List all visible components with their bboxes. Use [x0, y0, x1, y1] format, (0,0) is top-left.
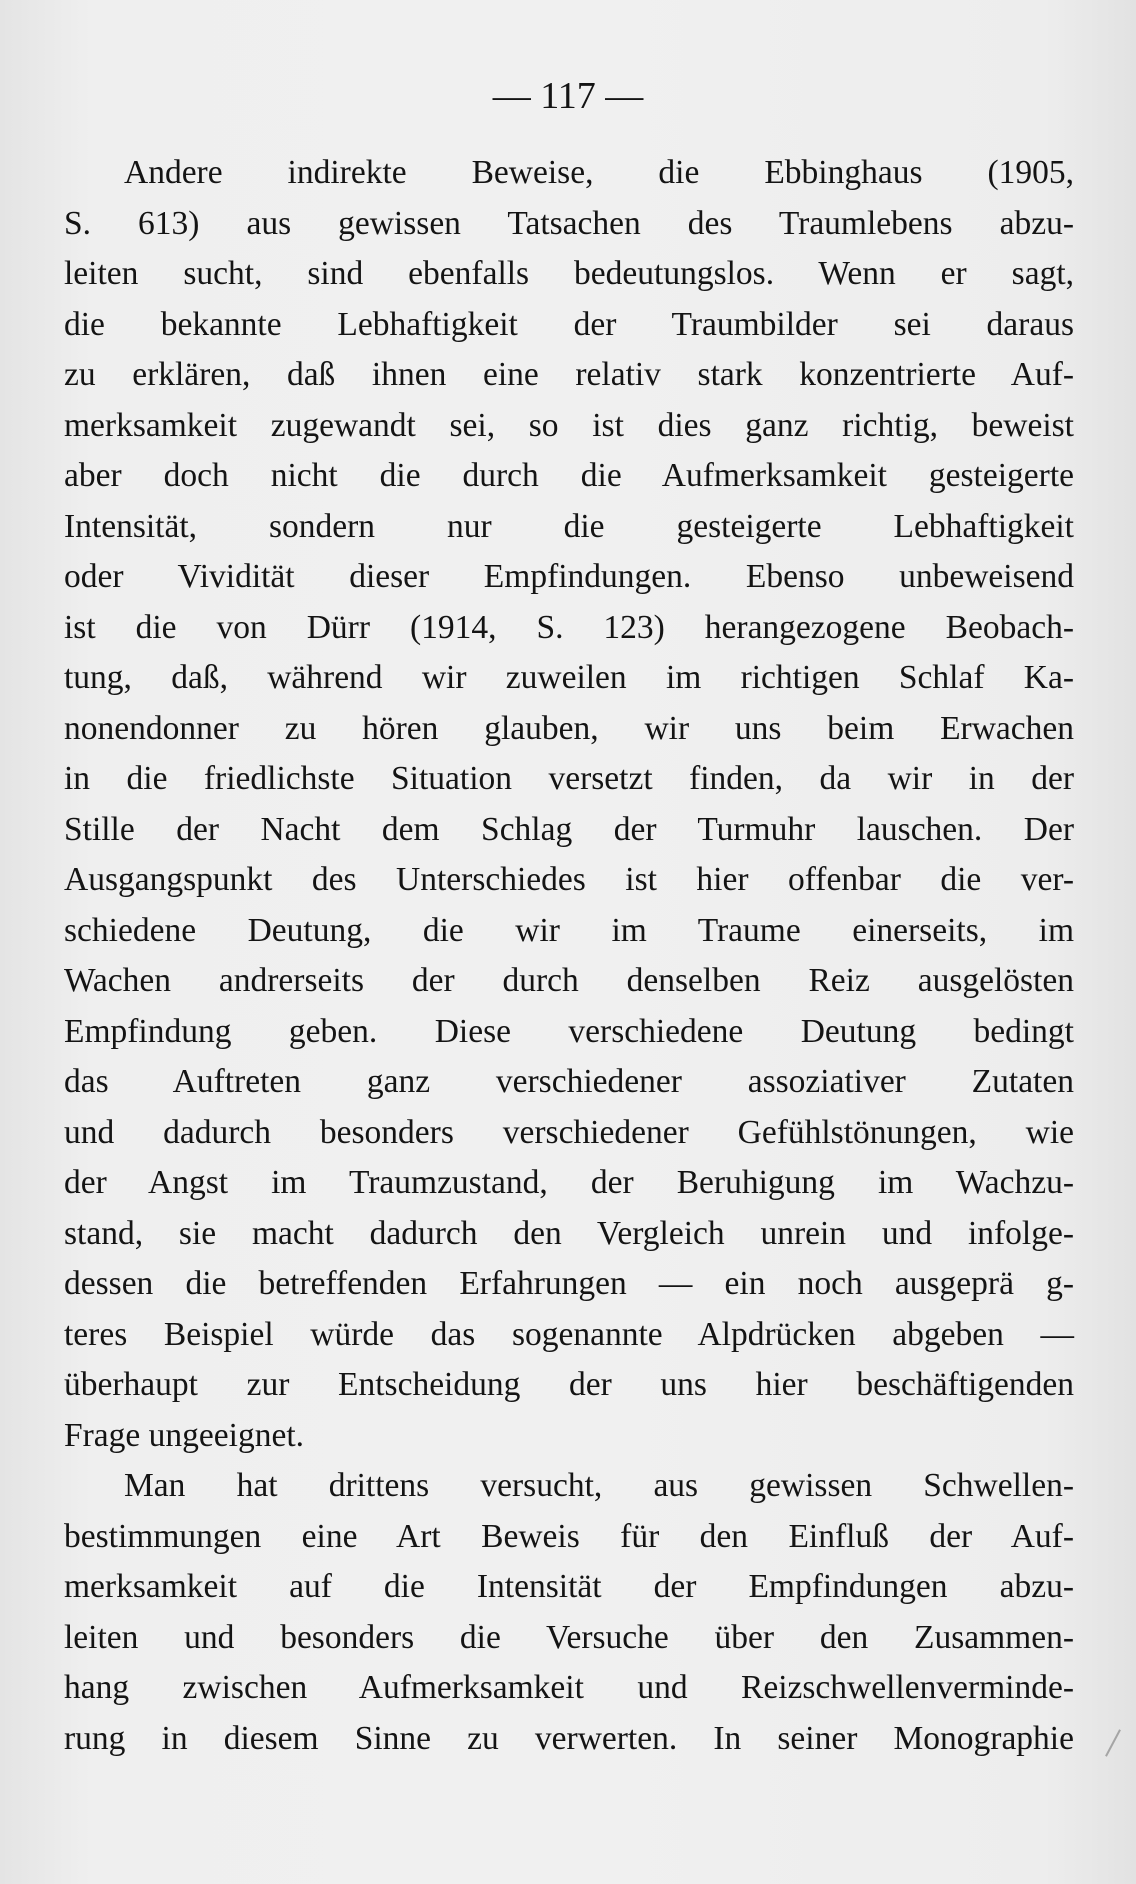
text-line: Intensität, sondern nur die gesteigerte Lebhaftigkeit — [64, 507, 1074, 545]
text-line: teres Beispiel würde das sogenannte Alpdrücken abgeben — — [64, 1315, 1074, 1353]
text-line: und dadurch besonders verschiedener Gefühlstönungen, wie — [64, 1113, 1074, 1151]
text-line: bestimmungen eine Art Beweis für den Einfluß der Auf- — [64, 1517, 1074, 1555]
text-line: tung, daß, während wir zuweilen im richtigen Schlaf Ka- — [64, 659, 1074, 696]
text-line: das Auftreten ganz verschiedener assoziativer Zutaten — [64, 1063, 1074, 1100]
text-line: nonendonner zu hören glauben, wir uns beim Erwachen — [64, 709, 1074, 747]
page-number: — 117 — — [492, 75, 644, 117]
text-line: hang zwischen Aufmerksamkeit und Reizschwellenverminde- — [64, 1669, 1074, 1706]
text-line: Ausgangspunkt des Unterschiedes ist hier offenbar die ver- — [64, 861, 1074, 898]
text-line: leiten und besonders die Versuche über den Zusammen- — [64, 1618, 1074, 1656]
text-line: schiedene Deutung, die wir im Traume einerseits, im — [64, 911, 1074, 949]
text-line: Man hat drittens versucht, aus gewissen Schwellen- — [124, 1467, 1074, 1504]
text-line: die bekannte Lebhaftigkeit der Traumbilder sei daraus — [64, 305, 1074, 343]
text-line: oder Vividität dieser Empfindungen. Ebenso unbeweisend — [64, 558, 1074, 595]
text-line: aber doch nicht die durch die Aufmerksamkeit gesteigerte — [64, 457, 1074, 494]
text-line: überhaupt zur Entscheidung der uns hier beschäftigenden — [64, 1366, 1074, 1403]
text-line: merksamkeit zugewandt sei, so ist dies ganz richtig, beweist — [64, 406, 1074, 444]
text-line: zu erklären, daß ihnen eine relativ stark konzentrierte Auf- — [64, 356, 1074, 393]
text-line: leiten sucht, sind ebenfalls bedeutungslos. Wenn er sagt, — [64, 255, 1074, 292]
text-line: dessen die betreffenden Erfahrungen — ein noch ausgeprä g- — [64, 1265, 1074, 1302]
text-line: Wachen andrerseits der durch denselben Reiz ausgelösten — [64, 962, 1074, 999]
text-line: stand, sie macht dadurch den Vergleich unrein und infolge- — [64, 1214, 1074, 1252]
margin-pencil-mark — [1105, 1729, 1121, 1756]
body-text — [64, 148, 1074, 1764]
text-line: S. 613) aus gewissen Tatsachen des Traumlebens abzu- — [64, 204, 1074, 242]
text-line: der Angst im Traumzustand, der Beruhigung im Wachzu- — [64, 1164, 1074, 1201]
text-line: merksamkeit auf die Intensität der Empfindungen abzu- — [64, 1568, 1074, 1605]
text-line: Empfindung geben. Diese verschiedene Deutung bedingt — [64, 1012, 1074, 1050]
text-line: in die friedlichste Situation versetzt finden, da wir in der — [64, 760, 1074, 797]
text-line: Andere indirekte Beweise, die Ebbinghaus (1905, — [124, 154, 1074, 191]
text-line: ist die von Dürr (1914, S. 123) herangezogene Beobach- — [64, 608, 1074, 646]
text-line: rung in diesem Sinne zu verwerten. In seiner Monographie — [64, 1719, 1074, 1757]
text-line: Frage ungeeignet. — [64, 1416, 304, 1454]
text-line: Stille der Nacht dem Schlag der Turmuhr lauschen. Der — [64, 810, 1074, 848]
